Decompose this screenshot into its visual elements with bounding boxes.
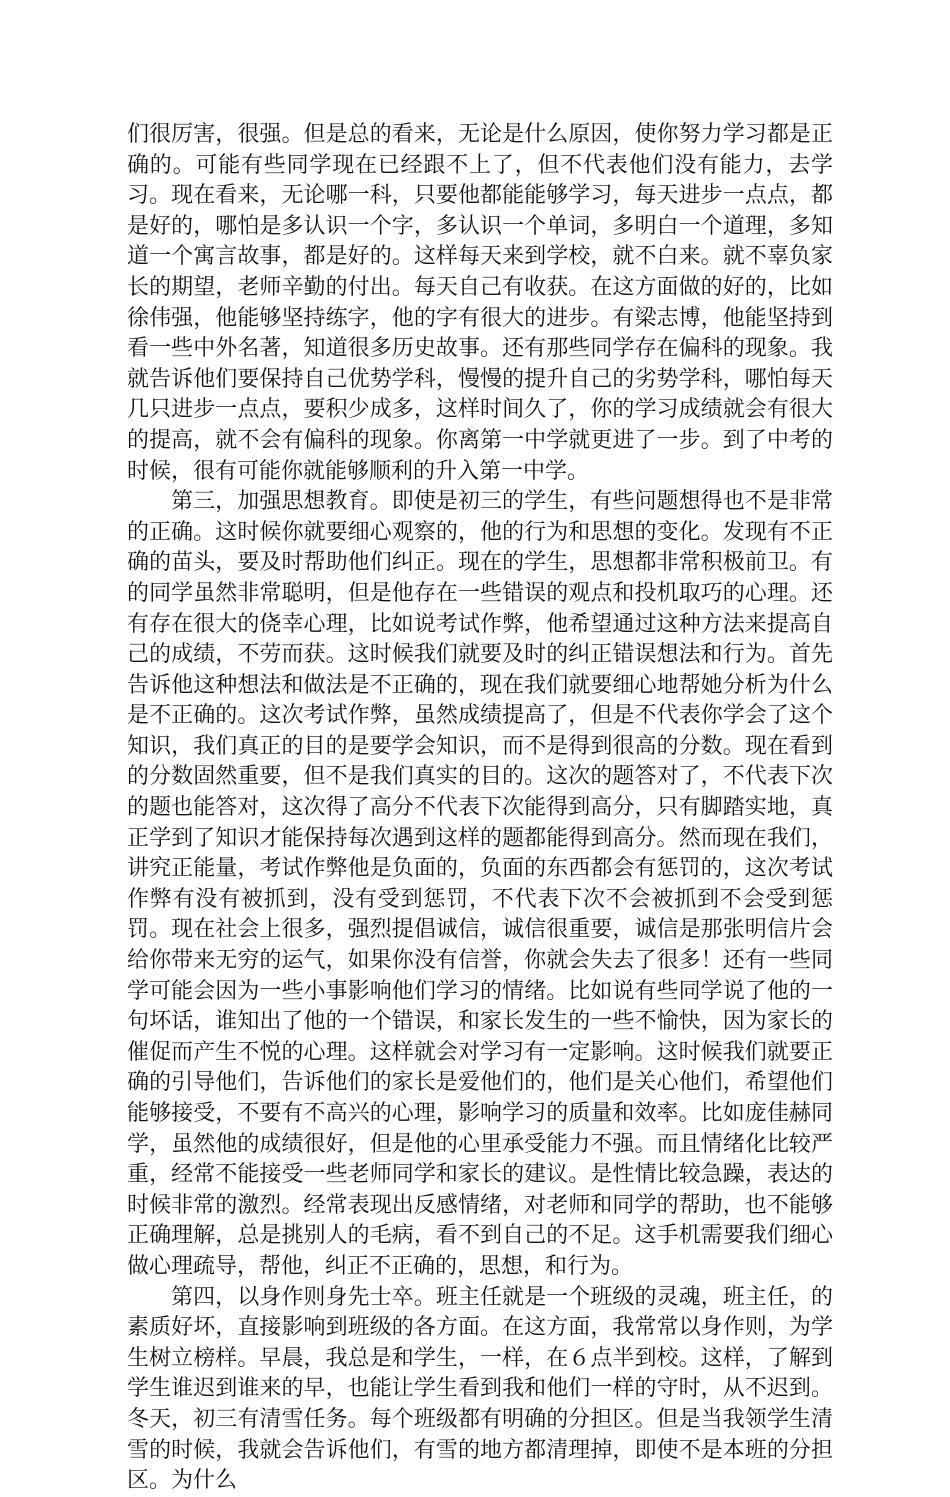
document-page [127, 120, 833, 1497]
paragraph-thought-education: 第三，加强思想教育。即使是初三的学生，有些问题想得也不是非常的正确。这时候你就要细心观察的，他的行为和思想的变化。发现有不正确的苗头，要及时帮助他们纠正。现在的学生，思想都非常积极前卫。有的同学虽然非常聪明，但是他存在一些错误的观点和投机取巧的心理。还有存在很大的侥幸心理，比如说考试作弊，他希望通过这种方法来提高自己的成绩，不劳而获。这时候我们就要及时的纠正错误想法和行为。首先告诉他这种想法和做法是不正确的，现在我们就要细心地帮她分析为什么是不正确的。这次考试作弊，虽然成绩提高了，但是不代表你学会了这个知识，我们真正的目的是要学会知识，而不是得到很高的分数。现在看到的分数固然重要，但不是我们真实的目的。这次的题答对了，不代表下次的题也能答对，这次得了高分不代表下次能得到高分，只有脚踏实地，真正学到了知识才能保持每次遇到这样的题都能得到高分。然而现在我们，讲究正能量，考试作弊他是负面的，负面的东西都会有惩罚的，这次考试作弊有没有被抓到，没有受到惩罚，不代表下次不会被抓到不会受到惩罚。现在社会上很多，强烈提倡诚信，诚信很重要，诚信是那张明信片会给你带来无穷的运气，如果你没有信誉，你就会失去了很多！还有一些同学可能会因为一些小事影响他们学习的情绪。比如说有些同学说了他的一句坏话，谁知出了他的一个错误，和家长发生的一些不愉快，因为家长的催促而产生不悦的心理。这样就会对学习有一定影响。这时候我们就要正确的引导他们，告诉他们的家长是爱他们的，他们是关心他们，希望他们能够接受，不要有不高兴的心理，影响学习的质量和效率。比如庞佳赫同学，虽然他的成绩很好，但是他的心里承受能力不强。而且情绪化比较严重，经常不能接受一些老师同学和家长的建议。是性情比较急躁，表达的时候非常的激烈。经常表现出反感情绪，对老师和同学的帮助，也不能够正确理解，总是挑别人的毛病，看不到自己的不足。这手机需要我们细心做心理疏导，帮他，纠正不正确的，思想，和行为。 [127, 489, 833, 1279]
paragraph-continuation: 们很厉害，很强。但是总的看来，无论是什么原因，使你努力学习都是正确的。可能有些同学现在已经跟不上了，但不代表他们没有能力，去学习。现在看来，无论哪一科，只要他都能能够学习，每天进步一点点，都是好的，哪怕是多认识一个字，多认识一个单词，多明白一个道理，多知道一个寓言故事，都是好的。这样每天来到学校，就不白来。就不辜负家长的期望，老师辛勤的付出。每天自己有收获。在这方面做的好的，比如徐伟强，他能够坚持练字，他的字有很大的进步。有梁志博，他能坚持到看一些中外名著，知道很多历史故事。还有那些同学存在偏科的现象。我就告诉他们要保持自己优势学科，慢慢的提升自己的劣势学科，哪怕每天几只进步一点点，要积少成多，这样时间久了，你的学习成绩就会有很大的提高，就不会有偏科的现象。你离第一中学就更进了一步。到了中考的时候，很有可能你就能够顺利的升入第一中学。 [127, 122, 833, 484]
paragraph-lead-by-example: 第四，以身作则身先士卒。班主任就是一个班级的灵魂，班主任，的素质好坏，直接影响到班级的各方面。在这方面，我常常以身作则，为学生树立榜样。早晨，我总是和学生，一样，在６点半到校。这样，了解到学生谁迟到谁来的早，也能让学生看到我和他们一样的守时，从不迟到。冬天，初三有清雪任务。每个班级都有明确的分担区。但是当我领学生清雪的时候，我就会告诉他们，有雪的地方都清理掉，即使不是本班的分担区。为什么 [127, 1284, 833, 1494]
